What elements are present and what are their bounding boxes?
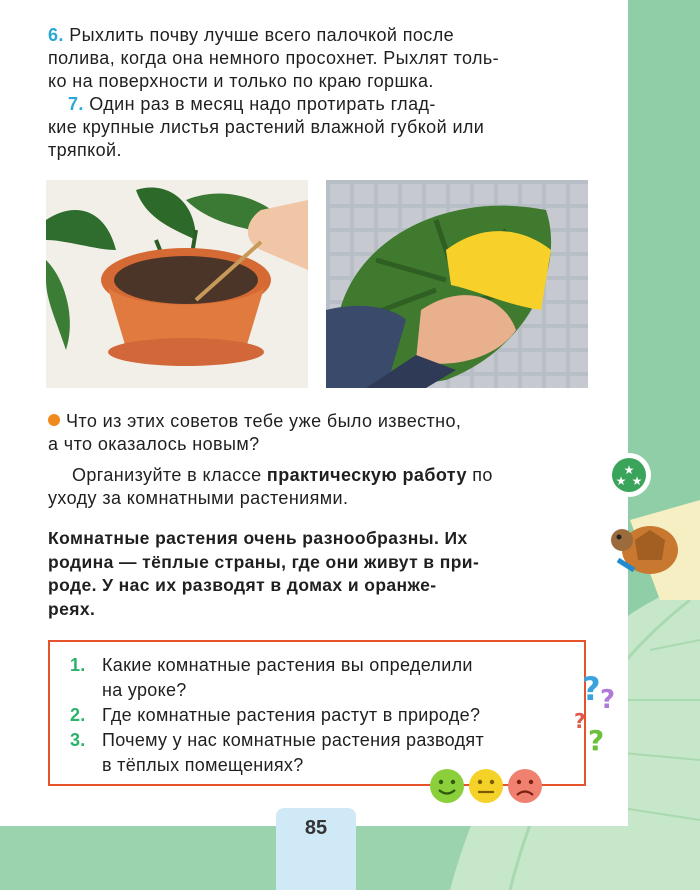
tip-text: Один раз в месяц надо протирать глад- <box>89 94 436 114</box>
discussion-question <box>48 410 588 456</box>
question-number: 1. <box>70 655 86 675</box>
conclusion-line: родина — тёплые страны, где они живут в при- <box>48 551 480 572</box>
question-number: 3. <box>70 730 86 750</box>
bullet-dot-icon <box>48 414 60 426</box>
tip-7 <box>48 93 588 162</box>
tip-text: кие крупные листья растений влажной губкой или <box>48 117 485 137</box>
smiley-happy-icon <box>430 769 464 803</box>
question-marks-icon <box>572 668 624 758</box>
svg-text:?: ? <box>588 724 605 757</box>
practical-bold-text: практическую работу <box>266 465 467 485</box>
smiley-faces <box>428 766 546 806</box>
review-questions-box <box>48 640 586 786</box>
conclusion-line: реях. <box>48 598 96 619</box>
photo-loosening-soil <box>46 180 308 388</box>
question-text: на уроке? <box>102 680 187 700</box>
tip-number: 6. <box>48 25 64 45</box>
question-text: Какие комнатные растения вы определили <box>102 655 473 675</box>
smiley-sad-icon <box>508 769 542 803</box>
svg-text:?: ? <box>574 709 586 733</box>
svg-text:★: ★ <box>615 474 627 488</box>
tip-number: 7. <box>68 94 84 114</box>
review-question-1 <box>70 653 473 703</box>
tip-text: Рыхлить почву лучше всего палочкой после <box>69 25 455 45</box>
page-number <box>276 808 356 890</box>
question-text: Что из этих советов тебе уже было известно, <box>66 411 462 431</box>
tip-text: тряпкой. <box>48 140 122 160</box>
question-text: Где комнатные растения растут в природе? <box>102 705 481 725</box>
tip-text: ко на поверхности и только по краю горшка. <box>48 71 434 91</box>
smiley-neutral-icon <box>469 769 503 803</box>
practical-text: уходу за комнатными растениями. <box>48 488 349 508</box>
svg-text:★: ★ <box>623 463 635 477</box>
practical-text: Организуйте в классе <box>72 465 267 485</box>
question-number: 2. <box>70 705 86 725</box>
stars-badge-icon <box>606 452 652 498</box>
conclusion-line: роде. У нас их разводят в домах и оранже- <box>48 575 437 595</box>
question-text: в тёплых помещениях? <box>102 755 304 775</box>
tip-text: полива, когда она немного просохнет. Рыхлят толь- <box>48 48 500 68</box>
practical-text: по <box>466 465 493 485</box>
review-question-2 <box>70 703 480 728</box>
tip-6 <box>48 24 588 93</box>
svg-text:?: ? <box>582 670 601 708</box>
question-text: а что оказалось новым? <box>48 434 260 454</box>
review-question-3 <box>70 728 484 778</box>
practical-work <box>48 464 588 510</box>
photo-wiping-leaf <box>326 180 588 388</box>
svg-text:?: ? <box>600 685 616 715</box>
question-text: Почему у нас комнатные растения разводят <box>102 730 484 750</box>
conclusion <box>48 527 588 621</box>
conclusion-line: Комнатные растения очень разнообразны. Их <box>48 528 468 548</box>
page-number-text: 85 <box>304 817 328 839</box>
turtle-mascot-icon <box>600 500 700 600</box>
svg-text:★: ★ <box>631 474 643 488</box>
